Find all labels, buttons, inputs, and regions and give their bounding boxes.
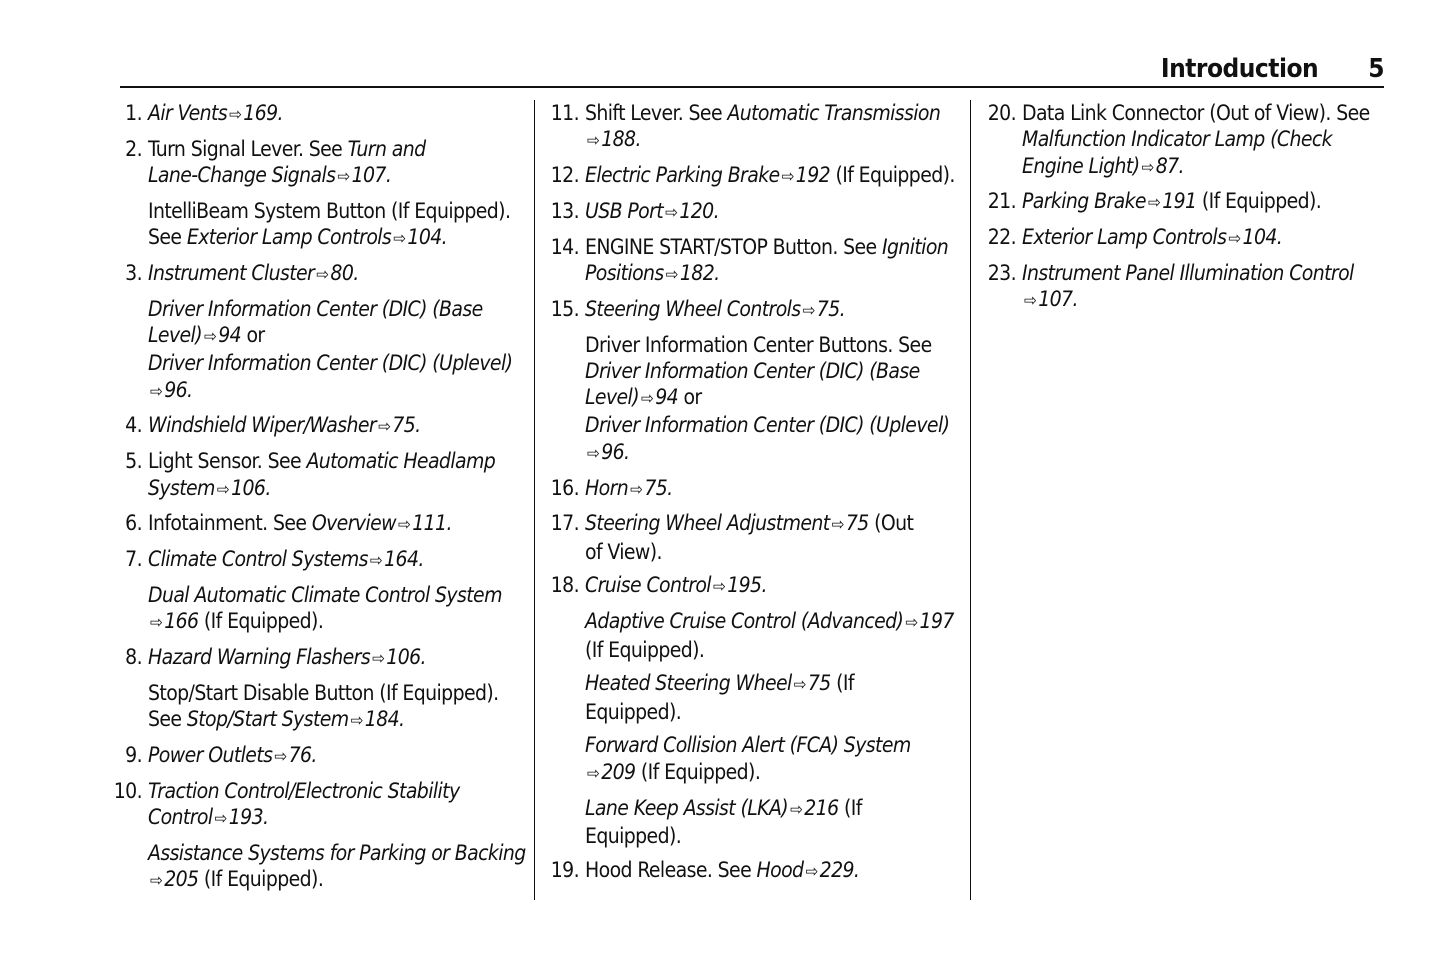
page-arrow-icon: ⇨ [640,389,654,410]
list-item-detail [547,795,962,850]
list-item [547,100,962,155]
page-arrow-icon: ⇨ [665,264,678,285]
text-line [148,100,525,128]
cross-reference: Lane-Change Signals [148,163,336,188]
text-line [585,100,962,126]
list-item [547,572,962,600]
text-line [585,358,962,384]
text-line [585,699,962,725]
text-line [585,439,962,467]
cross-reference: 104. [407,225,448,250]
page-arrow-icon: ⇨ [1141,157,1154,178]
page-arrow-icon: ⇨ [630,479,643,500]
item-number: 3. [125,260,142,285]
text-line [148,322,525,350]
cross-reference: Turn and [347,136,426,161]
item-number: 22. [987,225,1016,250]
cross-reference: Traction Control/Electronic Stability [148,778,460,803]
item-number: 10. [113,778,142,803]
item-number: 23. [987,260,1016,285]
list-item-detail [110,840,525,895]
text-line [148,680,525,706]
text-line [585,572,962,600]
page-arrow-icon: ⇨ [905,613,918,634]
list-item [110,644,525,672]
section-title: Introduction [1160,54,1319,84]
text-run: Equipped). [585,823,682,848]
list-item [110,546,525,574]
item-number: 6. [125,511,142,536]
text-run: Data Link Connector (Out of View). See [1022,101,1370,125]
text-line [148,546,525,574]
list-item [547,475,962,503]
text-line [585,539,962,565]
cross-reference: 75 [845,511,869,536]
text-line [148,840,525,866]
column-1 [110,100,525,902]
page-arrow-icon: ⇨ [781,167,794,188]
list-item [110,136,525,191]
text-line [585,857,962,885]
list-item [547,296,962,324]
cross-reference: Electric Parking Brake [585,163,780,188]
cross-reference: Windshield Wiper/Washer [148,413,377,438]
cross-reference: Instrument Cluster [148,260,315,285]
item-number: 4. [125,413,142,438]
text-line [585,260,962,288]
cross-reference: 87. [1155,153,1184,178]
column-3 [984,100,1384,322]
cross-reference: 120. [679,198,719,223]
page-arrow-icon: ⇨ [150,871,163,892]
text-run: See [148,225,187,250]
page-arrow-icon: ⇨ [372,649,385,670]
cross-reference: Parking Brake [1022,189,1146,214]
cross-reference: Level) [148,323,202,348]
list-item [547,162,962,190]
cross-reference: 94 [218,323,242,348]
page-arrow-icon: ⇨ [337,167,350,188]
text-line [148,350,525,376]
cross-reference: Control [148,805,213,830]
text-run: or [678,385,702,410]
text-run: ENGINE START/STOP Button. See [585,234,882,259]
page-arrow-icon: ⇨ [587,131,600,152]
item-number: 1. [125,101,142,125]
cross-reference: 191 [1162,189,1197,214]
item-number: 13. [550,198,579,223]
list-item [547,198,962,226]
list-item-detail [110,582,525,637]
list-item [984,100,1384,181]
list-item-detail [547,670,962,725]
text-line [1022,126,1384,152]
text-run: (Out [868,511,914,536]
cross-reference: 216 [804,795,839,820]
cross-reference: 75. [644,475,673,500]
cross-reference: Malfunction Indicator Lamp (Check [1022,127,1332,152]
cross-reference: Overview [311,511,396,536]
cross-reference: 205 [164,867,199,892]
cross-reference: Air Vents [148,101,228,125]
cross-reference: 164. [384,547,424,572]
text-line [148,866,525,894]
item-number: 8. [125,645,142,670]
text-run: or [241,323,265,348]
cross-reference: 169. [243,101,283,125]
page-arrow-icon: ⇨ [216,479,230,500]
text-line [585,823,962,849]
cross-reference: 107. [351,163,392,188]
text-run: Shift Lever. See [585,101,728,125]
cross-reference: 188. [601,127,641,152]
item-number: 14. [550,234,579,259]
text-line [148,706,525,734]
cross-reference: Exterior Lamp Controls [1022,225,1227,250]
cross-reference: Engine Light) [1022,153,1140,178]
text-line [148,260,525,288]
cross-reference: Ignition [881,234,949,259]
cross-reference: Positions [585,260,664,285]
cross-reference: 197 [919,609,954,634]
cross-reference: Steering Wheel Adjustment [585,511,830,536]
page-arrow-icon: ⇨ [805,861,818,882]
item-number: 21. [987,189,1016,214]
cross-reference: Level) [585,385,639,410]
cross-reference: Power Outlets [148,742,273,767]
text-run: IntelliBeam System Button (If Equipped). [148,198,511,223]
cross-reference: Hazard Warning Flashers [148,645,371,670]
list-item [984,188,1384,216]
page-number: 5 [1368,54,1384,84]
cross-reference: Steering Wheel Controls [585,296,801,321]
page-arrow-icon: ⇨ [378,417,391,438]
text-line [148,448,525,474]
list-item [110,100,525,128]
text-line [585,162,962,190]
text-line [1022,153,1384,181]
cross-reference: 192 [795,163,831,188]
text-run: Turn Signal Lever. See [148,136,348,161]
cross-reference: 75. [816,296,846,321]
text-line [148,608,525,636]
list-item [110,742,525,770]
item-number: 2. [125,136,142,161]
page-arrow-icon: ⇨ [369,551,383,572]
cross-reference: Automatic Transmission [727,101,941,125]
text-run: (If [838,795,862,820]
list-item [110,778,525,833]
cross-reference: 195. [727,573,767,598]
text-line [585,126,962,154]
page-arrow-icon: ⇨ [790,799,803,820]
cross-reference: 76. [288,742,317,767]
list-item-detail [110,680,525,735]
text-line [148,377,525,405]
text-line [585,296,962,324]
text-run: Equipped). [585,699,682,724]
cross-reference: 75 [807,671,831,696]
page-arrow-icon: ⇨ [274,746,287,767]
cross-reference: Driver Information Center (DIC) (Uplevel) [148,351,513,376]
text-line [585,732,962,758]
item-number: 20. [987,101,1016,125]
page-arrow-icon: ⇨ [150,613,163,634]
cross-reference: 75. [392,413,421,438]
text-line [585,795,962,823]
cross-reference: System [148,475,215,500]
page-arrow-icon: ⇨ [587,443,600,464]
text-line [148,136,525,162]
text-run: (If Equipped). [635,759,761,784]
text-run: Light Sensor. See [148,449,307,474]
text-run: (If Equipped). [198,609,324,634]
text-run: Driver Information Center Buttons. See [585,332,932,357]
cross-reference: 106. [231,475,271,500]
list-item [547,510,962,565]
list-item-detail [547,332,962,467]
cross-reference: Dual Automatic Climate Control System [148,582,502,607]
cross-reference: 229. [819,857,860,882]
text-line [585,198,962,226]
item-number: 15. [550,296,579,321]
text-line [148,510,525,538]
cross-reference: 106. [386,645,426,670]
item-number: 7. [125,547,142,572]
text-line [148,162,525,190]
text-line [585,670,962,698]
page-arrow-icon: ⇨ [1228,229,1241,250]
item-number: 16. [550,475,579,500]
cross-reference: Heated Steering Wheel [585,671,792,696]
list-item-detail [547,608,962,663]
page-arrow-icon: ⇨ [397,515,411,536]
text-line [148,224,525,252]
item-number: 18. [550,573,579,598]
page-arrow-icon: ⇨ [393,229,406,250]
text-run: (If Equipped). [830,163,955,188]
text-line [148,804,525,832]
item-number: 12. [550,163,579,188]
page-arrow-icon: ⇨ [214,809,227,830]
page-arrow-icon: ⇨ [1147,193,1161,214]
list-item-detail [110,198,525,253]
text-line [1022,100,1384,126]
text-line [148,198,525,224]
cross-reference: 107. [1038,287,1078,312]
cross-reference: Driver Information Center (DIC) (Uplevel) [585,413,950,438]
cross-reference: Instrument Panel Illumination Control [1022,260,1354,285]
text-line [148,412,525,440]
cross-reference: 182. [679,260,720,285]
column-divider [534,100,535,900]
page-arrow-icon: ⇨ [712,577,726,598]
list-item [984,224,1384,252]
text-run: (If Equipped). [1196,189,1322,214]
text-line [585,412,962,438]
text-line [148,742,525,770]
text-line [148,475,525,503]
page-arrow-icon: ⇨ [793,675,806,696]
item-number: 11. [550,101,579,125]
text-line [148,296,525,322]
page-arrow-icon: ⇨ [665,202,678,223]
list-item-detail [110,296,525,405]
text-run: (If Equipped). [198,867,324,892]
cross-reference: Cruise Control [585,573,711,598]
text-line [148,582,525,608]
text-line [148,644,525,672]
text-run: (If [830,671,854,696]
page-arrow-icon: ⇨ [150,381,163,402]
item-number: 17. [550,511,579,536]
cross-reference: Hood [756,857,804,882]
item-number: 9. [125,742,142,767]
column-2 [547,100,962,892]
text-line [1022,286,1384,314]
text-line [1022,260,1384,286]
header-rule [120,86,1384,88]
page-arrow-icon: ⇨ [203,327,217,348]
text-run: (If Equipped). [585,637,705,662]
text-run: Hood Release. See [585,857,757,882]
text-line [585,384,962,412]
text-run: See [148,707,187,732]
running-header [1161,54,1384,84]
cross-reference: Stop/Start System [186,707,349,732]
text-line [148,778,525,804]
column-divider [970,100,971,900]
text-line [1022,188,1384,216]
cross-reference: 80. [330,260,359,285]
cross-reference: Assistance Systems for Parking or Backing [148,840,526,865]
cross-reference: 96. [164,377,193,402]
page-arrow-icon: ⇨ [802,300,815,321]
text-line [585,510,962,538]
list-item [110,448,525,503]
page-arrow-icon: ⇨ [831,515,844,536]
cross-reference: Climate Control Systems [148,547,368,572]
text-run: of View). [585,539,662,564]
item-number: 19. [550,857,579,882]
cross-reference: 193. [228,805,269,830]
cross-reference: Forward Collision Alert (FCA) System [585,733,911,758]
text-line [585,637,962,663]
cross-reference: 104. [1242,225,1283,250]
page-arrow-icon: ⇨ [587,763,600,784]
cross-reference: 166 [164,609,199,634]
text-line [585,475,962,503]
text-line [585,234,962,260]
cross-reference: Automatic Headlamp [306,449,496,474]
cross-reference: Driver Information Center (DIC) (Base [148,296,483,321]
text-line [585,332,962,358]
cross-reference: Horn [585,475,629,500]
cross-reference: 184. [364,707,405,732]
cross-reference: 209 [601,759,636,784]
list-item [110,412,525,440]
page-arrow-icon: ⇨ [316,264,329,285]
cross-reference: Exterior Lamp Controls [186,225,392,250]
text-line [585,759,962,787]
page-arrow-icon: ⇨ [350,711,363,732]
page-arrow-icon: ⇨ [229,105,242,125]
cross-reference: 96. [601,439,630,464]
list-item [547,857,962,885]
list-item [110,260,525,288]
item-number: 5. [125,449,142,474]
cross-reference: USB Port [585,198,664,223]
cross-reference: 111. [412,511,452,536]
cross-reference: Lane Keep Assist (LKA) [585,795,789,820]
cross-reference: Driver Information Center (DIC) (Base [585,358,920,383]
text-run: Infotainment. See [148,511,312,536]
list-item [547,234,962,289]
cross-reference: 94 [655,385,679,410]
text-run: Stop/Start Disable Button (If Equipped). [148,680,499,705]
page-arrow-icon: ⇨ [1024,291,1037,312]
list-item [110,510,525,538]
text-line [1022,224,1384,252]
cross-reference: Adaptive Cruise Control (Advanced) [585,609,904,634]
list-item-detail [547,732,962,787]
list-item [984,260,1384,315]
text-line [585,608,962,636]
